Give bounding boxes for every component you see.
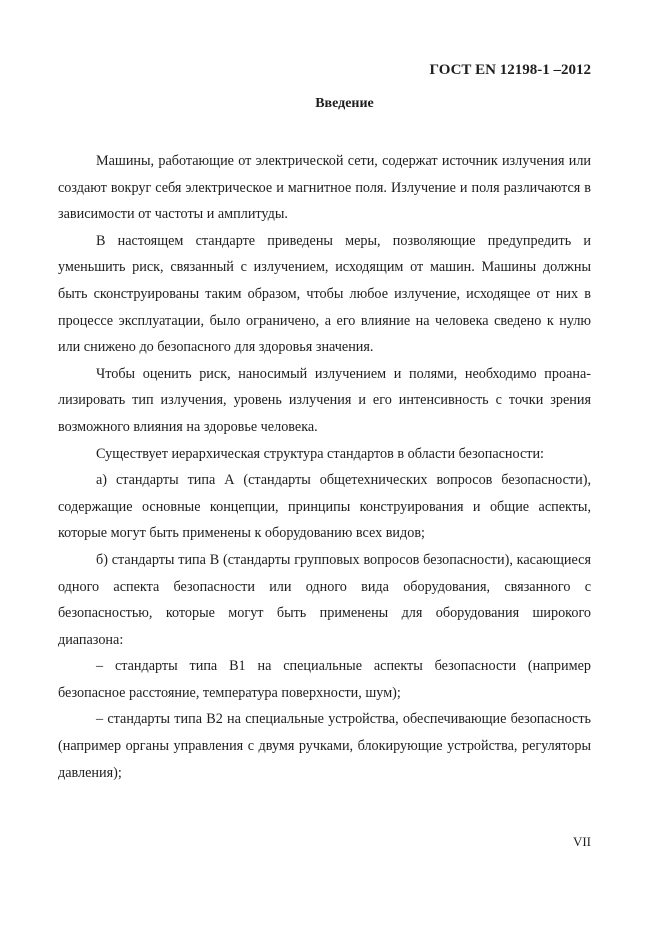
document-code: ГОСТ EN 12198-1 –2012 [429,62,591,78]
paragraph-hierarchy: Существует иерархическая структура стандартов в области безопасности: [96,445,544,462]
list-item-type-b2: – стандарты типа В2 на специальные устройства, обеспечивающие безопасность (например органы управления с двумя ручками, блокирующие устройства, регуляторы давления); [58,711,591,781]
list-item-type-a: а) стандарты типа А (стандарты общетехнических вопросов безопасности), содержащие основные концепции, принципы конструирования и общие аспекты, которые могут быть применены к оборудованию всех видов; [58,472,591,542]
paragraph-intro: Машины, работающие от электрической сети, содержат источник излучения или создают вокруг себя электрическое и магнитное поля. Излучение и поля различаются в зависимости от частоты и амплитуды. [58,153,591,223]
paragraph-scope: В настоящем стандарте приведены меры, позволяющие предупредить и уменьшить риск, связанный с излучением, исходящим от машин. Машины должны быть сконструированы таким образом, чтобы любое излучение, исходящее от них в процессе эксплуатации, было ограничено, а его влияние на человека сведено к нулю или снижено до безопасного для здоровья значения. [58,232,591,356]
list-item-type-b: б) стандарты типа В (стандарты групповых вопросов безопасности), касающиеся одного аспекта безопасности или одного вида оборудования, связанного с безопасностью, которые могут быть применены для оборудования широкого диапазона: [58,551,591,648]
list-item-type-b1: – стандарты типа В1 на специальные аспекты безопасности (например безопасное расстояние, температура поверхности, шум); [58,658,591,701]
body-text [58,148,591,786]
page-number: VII [572,834,591,849]
paragraph-risk-assessment: Чтобы оценить риск, наносимый излучением и полями, необходимо проанализировать тип излучения, уровень излучения и его интенсивность с точки зрения возможного влияния на здоровье человека. [58,365,591,435]
section-title: Введение [315,96,374,111]
